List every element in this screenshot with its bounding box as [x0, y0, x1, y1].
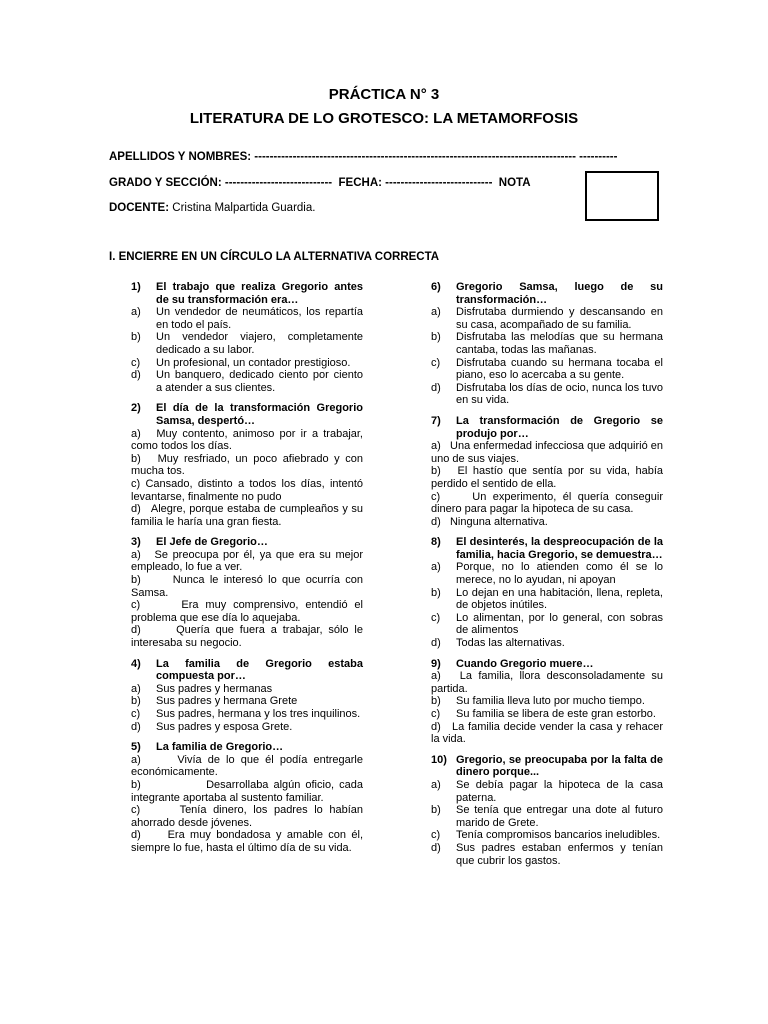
option-a[interactable]: a) Sus padres y hermanas	[131, 682, 273, 695]
option-d[interactable]: d) Disfrutaba los días de ocio, nunca los tuvo en su vida.	[431, 381, 663, 407]
question-10	[431, 754, 663, 867]
apellidos-label: APELLIDOS Y NOMBRES:	[109, 151, 252, 163]
question-text: Gregorio Samsa, luego de su transformación…	[456, 281, 663, 306]
option-d[interactable]: d) La familia decide vender la casa y rehacer la vida.	[431, 720, 663, 746]
option-c[interactable]: c) Tenía compromisos bancarios ineludibles.	[431, 829, 661, 842]
question-text: Gregorio, se preocupaba por la falta de dinero porque...	[456, 753, 663, 779]
question-2	[131, 402, 363, 528]
option-b[interactable]: b) Nunca le interesó lo que ocurría con Samsa.	[131, 574, 363, 599]
question-number: 5)	[131, 741, 141, 754]
option-b[interactable]: b) Desarrollaba algún oficio, cada integrante aportaba al sustento familiar.	[131, 778, 363, 804]
option-a[interactable]: a) La familia, llora desconsoladamente su partida.	[431, 670, 664, 695]
question-6	[431, 281, 663, 407]
option-d[interactable]: d) Quería que fuera a trabajar, sólo le interesaba su negocio.	[131, 624, 363, 650]
question-text: El Jefe de Gregorio…	[156, 536, 268, 549]
question-number: 2)	[131, 402, 141, 415]
question-number: 3)	[131, 536, 141, 549]
question-text: La transformación de Gregorio se produjo por…	[456, 414, 663, 440]
question-number: 7)	[431, 414, 441, 427]
page-subtitle: LITERATURA DE LO GROTESCO: LA METAMORFOSIS	[189, 110, 579, 127]
fecha-line[interactable]: ----------------------------	[385, 177, 493, 189]
option-b[interactable]: b) Sus padres y hermana Grete	[131, 695, 298, 708]
questions-left-column	[131, 281, 363, 863]
question-3	[131, 536, 363, 649]
option-b[interactable]: b) Disfrutaba las melodías que su hermana cantaba, todas las mañanas.	[431, 331, 663, 356]
question-text: Cuando Gregorio muere…	[456, 657, 594, 670]
option-b[interactable]: b) Lo dejan en una habitación, llena, repleta, de objetos inútiles.	[431, 586, 663, 612]
question-number: 6)	[431, 281, 441, 293]
question-8	[431, 536, 663, 649]
question-number: 4)	[131, 657, 141, 670]
page-title: PRÁCTICA N° 3	[328, 86, 440, 103]
question-text: La familia de Gregorio…	[156, 741, 284, 754]
option-b[interactable]: b) El hastío que sentía por su vida, había perdido el sentido de ella.	[431, 465, 663, 490]
grado-line[interactable]: ----------------------------	[224, 177, 333, 189]
docente-value: Cristina Malpartida Guardia.	[172, 202, 316, 214]
question-text: El desinterés, la despreocupación de la familia, hacia Gregorio, se demuestra…	[456, 536, 663, 561]
option-c[interactable]: c) Era muy comprensivo, entendió el problema que ese día lo aquejaba.	[131, 599, 363, 624]
question-text: El trabajo que realiza Gregorio antes de su transformación era…	[156, 281, 363, 306]
option-b[interactable]: b) Su familia lleva luto por mucho tiempo.	[431, 695, 645, 708]
option-a[interactable]: a) Vivía de lo que él podía entregarle económicamente.	[131, 753, 363, 779]
question-4	[131, 658, 363, 734]
option-c[interactable]: c) Disfrutaba cuando su hermana tocaba el piano, eso lo acercaba a su gente.	[431, 356, 663, 382]
apellidos-row	[109, 151, 617, 163]
fecha-label: FECHA:	[338, 177, 382, 189]
option-c[interactable]: c) Un experimento, él quería conseguir dinero para pagar la hipoteca de su casa.	[431, 490, 664, 516]
option-c[interactable]: c) Cansado, distinto a todos los días, intentó levantarse, finalmente no pudo	[131, 477, 363, 503]
option-a[interactable]: a) Una enfermedad infecciosa que adquirió en uno de sus viajes.	[431, 440, 664, 465]
apellidos-line[interactable]: ------------------------------------------------------------------------------------ ----------	[254, 151, 618, 163]
option-a[interactable]: a) Muy contento, animoso por ir a trabajar, como todos los días.	[131, 427, 363, 453]
nota-box[interactable]	[585, 171, 659, 221]
option-c[interactable]: c) Tenía dinero, los padres lo habían ahorrado desde jóvenes.	[131, 804, 363, 829]
nota-label: NOTA	[498, 177, 531, 189]
section-title: I. ENCIERRE EN UN CÍRCULO LA ALTERNATIVA CORRECTA	[109, 251, 440, 263]
docente-label: DOCENTE:	[109, 202, 170, 214]
question-number: 9)	[431, 657, 441, 670]
question-9	[431, 658, 663, 746]
option-c[interactable]: c) Su familia se libera de este gran estorbo.	[431, 708, 656, 720]
option-a[interactable]: a) Se debía pagar la hipoteca de la casa paterna.	[431, 778, 663, 804]
option-d[interactable]: d) Sus padres estaban enfermos y tenían que cubrir los gastos.	[431, 841, 663, 867]
option-c[interactable]: c) Un profesional, un contador prestigioso.	[131, 356, 351, 369]
grado-row	[109, 177, 531, 189]
option-a[interactable]: a) Porque, no lo atienden como él se lo merece, no lo ayudan, ni apoyan	[431, 561, 663, 587]
option-d[interactable]: d) Era muy bondadosa y amable con él, siempre lo fue, hasta el último día de su vida.	[131, 829, 364, 854]
option-b[interactable]: b) Muy resfriado, un poco afiebrado y con mucha tos.	[131, 452, 363, 478]
question-7	[431, 415, 663, 528]
questions-right-column	[431, 281, 663, 875]
question-number: 1)	[131, 281, 141, 293]
option-d[interactable]: d) Alegre, porque estaba de cumpleaños y su familia le haría una gran fiesta.	[131, 503, 364, 528]
option-d[interactable]: d) Ninguna alternativa.	[431, 515, 548, 528]
option-d[interactable]: d) Sus padres y esposa Grete.	[131, 720, 293, 733]
option-b[interactable]: b) Un vendedor viajero, completamente dedicado a su labor.	[131, 331, 363, 356]
question-text: El día de la transformación Gregorio Samsa, despertó…	[156, 402, 363, 427]
option-c[interactable]: c) Lo alimentan, por lo general, con sobras de alimentos	[431, 611, 663, 637]
option-a[interactable]: a) Disfrutaba durmiendo y descansando en su casa, acompañado de su familia.	[431, 306, 663, 331]
docente-row	[109, 202, 315, 214]
question-text: La familia de Gregorio estaba compuesta por…	[156, 657, 363, 683]
option-c[interactable]: c) Sus padres, hermana y los tres inquilinos.	[131, 708, 361, 720]
option-d[interactable]: d) Todas las alternativas.	[431, 637, 565, 650]
option-b[interactable]: b) Se tenía que entregar una dote al futuro marido de Grete.	[431, 804, 663, 829]
option-a[interactable]: a) Un vendedor de neumáticos, los repartía en todo el país.	[131, 306, 363, 331]
option-a[interactable]: a) Se preocupa por él, ya que era su mejor empleado, lo fue a ver.	[131, 548, 364, 574]
question-number: 10)	[431, 753, 447, 766]
grado-label: GRADO Y SECCIÓN:	[109, 177, 222, 189]
question-5	[131, 741, 363, 854]
question-number: 8)	[431, 536, 441, 549]
option-d[interactable]: d) Un banquero, dedicado ciento por ciento a atender a sus clientes.	[131, 369, 363, 394]
question-1	[131, 281, 363, 394]
